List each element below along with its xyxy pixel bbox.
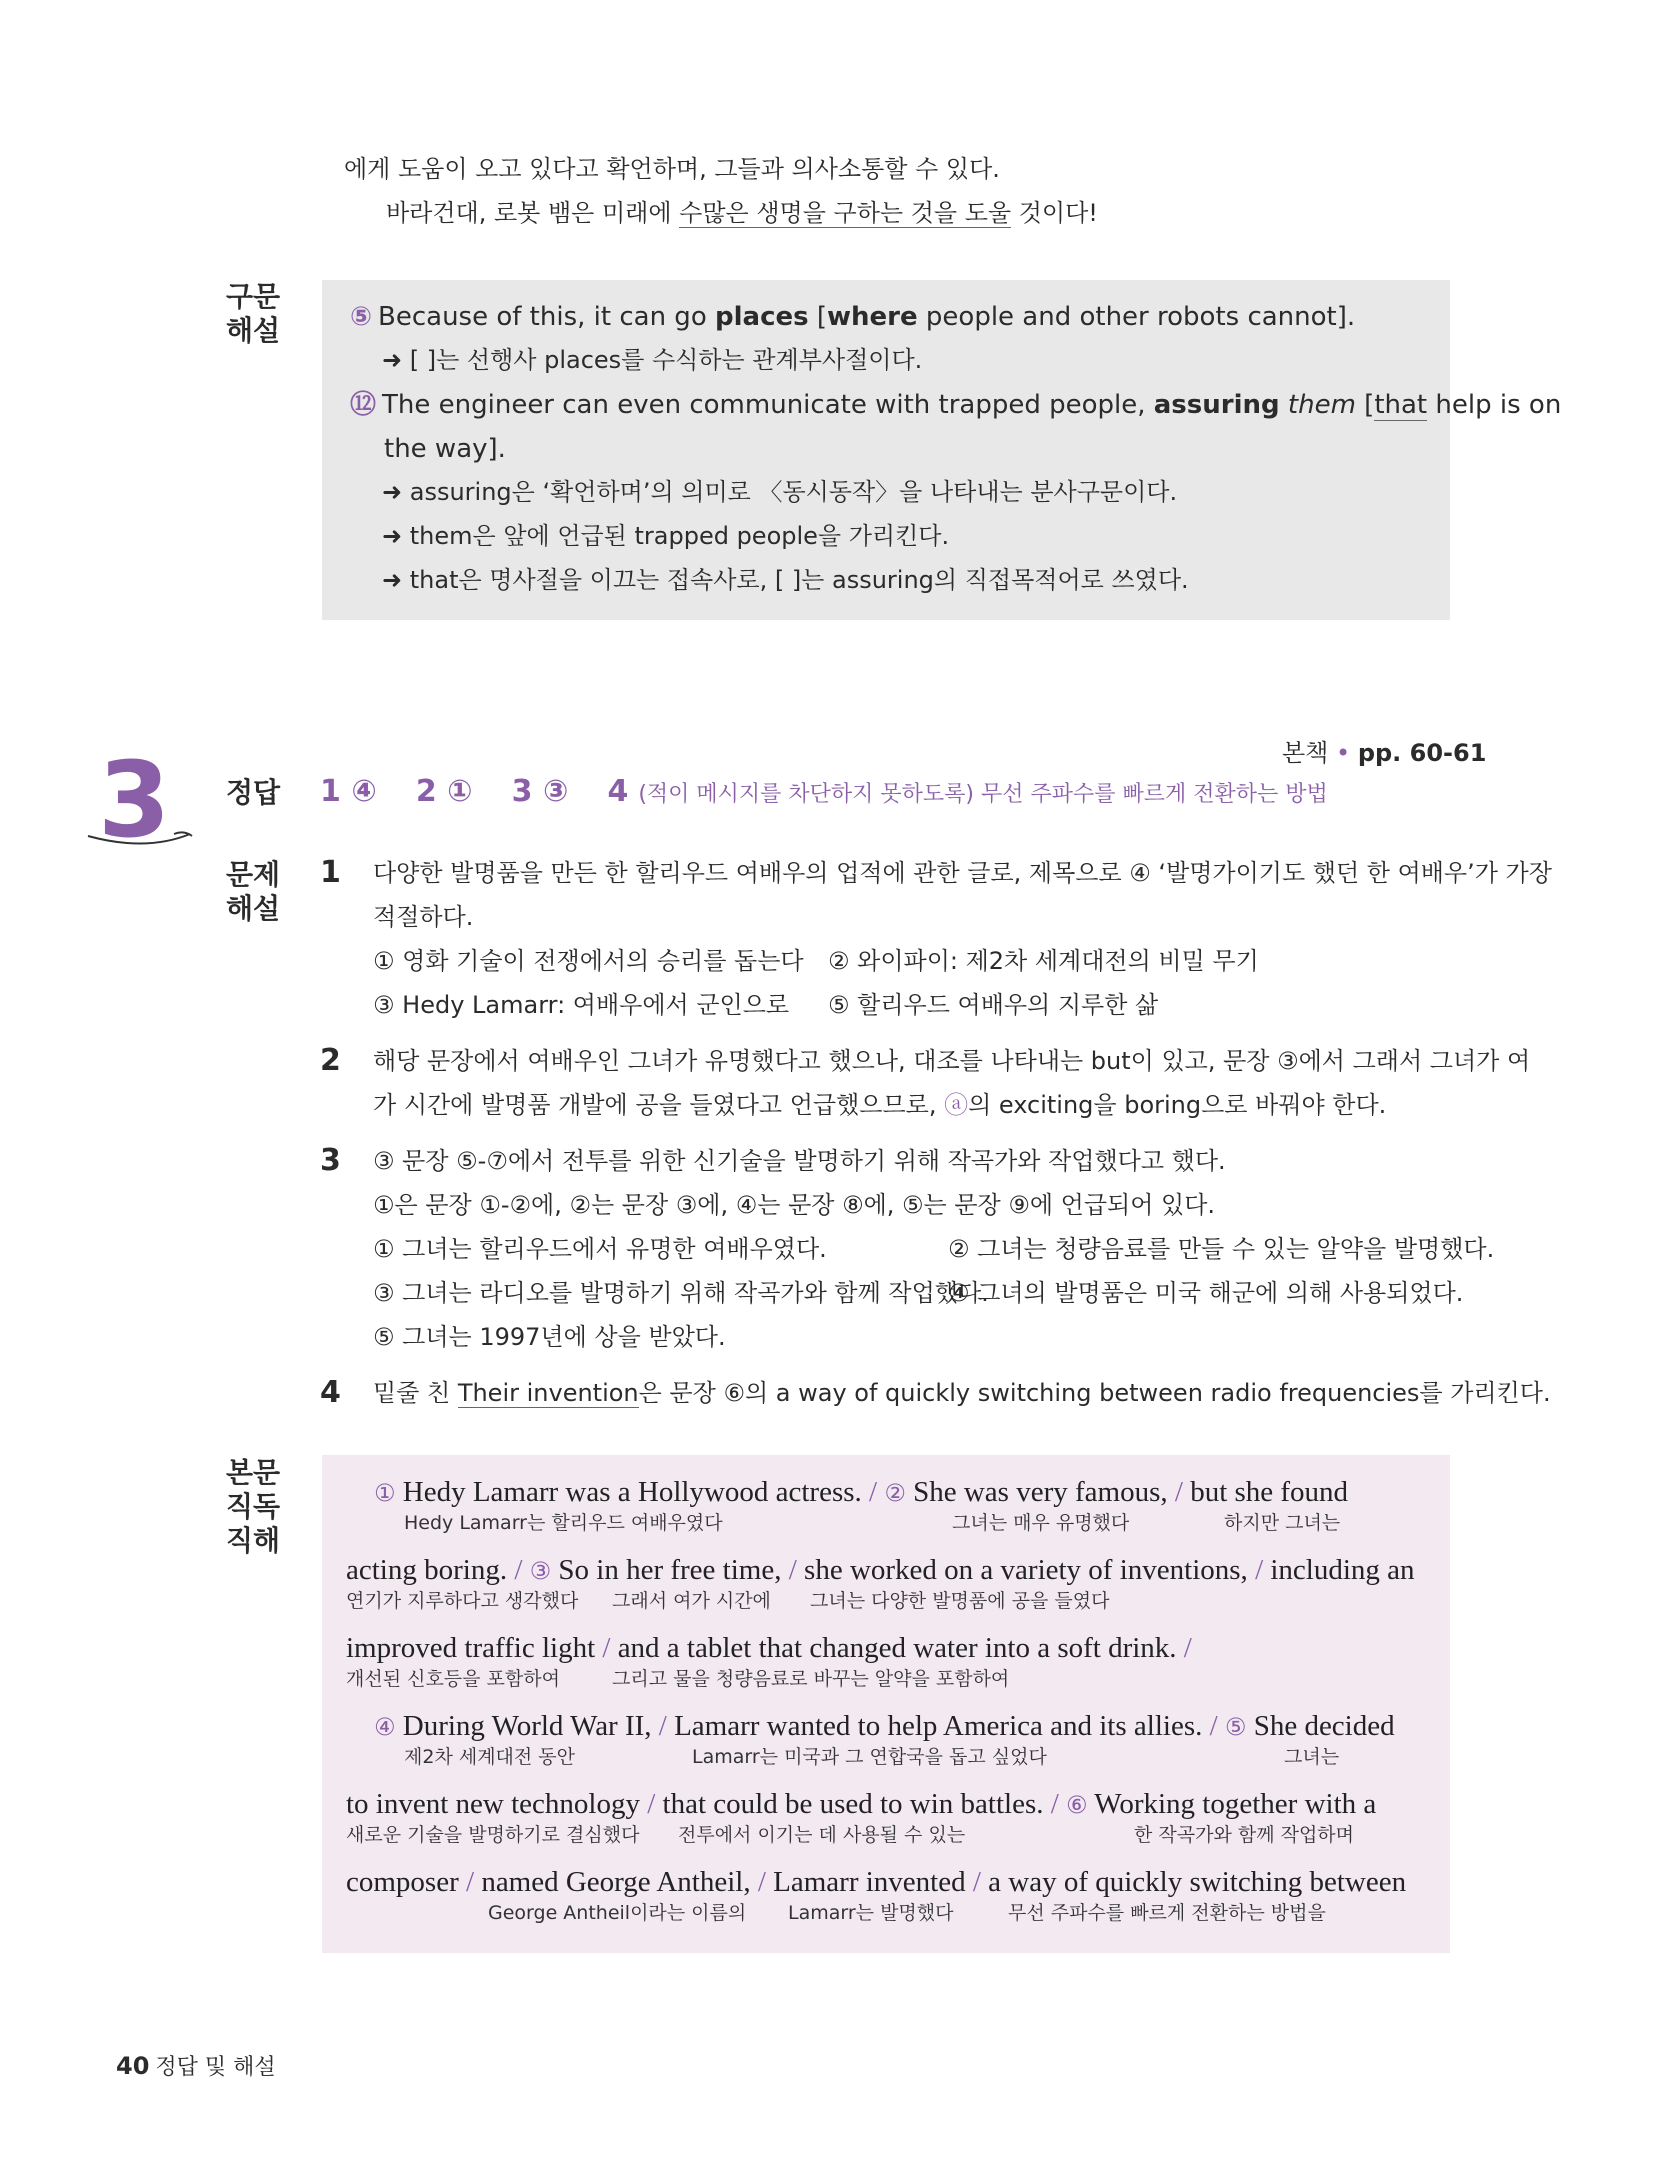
question-2-line-1: 해당 문장에서 여배우인 그녀가 유명했다고 했으나, 대조를 나타내는 but이 있고, 문장 ③에서 그래서 그녀가 여 <box>373 1047 1531 1075</box>
text: [ <box>808 302 828 332</box>
question-1-option-1: ① 영화 기술이 전쟁에서의 승리를 돕는다 <box>373 947 804 975</box>
chunk: Working together with a <box>1094 1788 1377 1820</box>
reading-row-5-korean-3: 한 작곡가와 함께 작업하며 <box>1134 1824 1355 1846</box>
chunk: including an <box>1270 1554 1415 1586</box>
chunk: acting boring. <box>346 1554 508 1586</box>
page-reference <box>1282 736 1486 770</box>
sentence-number: ④ <box>374 1713 396 1741</box>
grammar-sentence-5 <box>350 300 1355 334</box>
reading-row-6-korean-1: George Antheil이라는 이름의 <box>488 1902 747 1924</box>
chunk: She decided <box>1253 1710 1395 1742</box>
grammar-note-12c: ➜ that은 명사절을 이끄는 접속사로, [ ]는 assuring의 직접목적어로 쓰였다. <box>382 566 1189 594</box>
italic-text: them <box>1287 390 1356 420</box>
explain-label-2: 해설 <box>226 892 281 925</box>
question-3-option-3: ③ 그녀는 라디오를 발명하기 위해 작곡가와 함께 작업했다. <box>373 1279 989 1307</box>
reading-row-2-korean-1: 연기가 지루하다고 생각했다 <box>346 1590 579 1612</box>
separator: / <box>1183 1632 1192 1664</box>
chunk: named George Antheil, <box>481 1866 751 1898</box>
reading-row-2-korean-2: 그래서 여가 시간에 <box>612 1590 771 1612</box>
intro-line-2 <box>386 196 1098 230</box>
reading-row-4-korean-1: 제2차 세계대전 동안 <box>404 1746 575 1768</box>
reading-row-4-korean-3: 그녀는 <box>1284 1746 1340 1768</box>
reading-label-2: 직독 <box>226 1490 281 1523</box>
question-3-option-1: ① 그녀는 할리우드에서 유명한 여배우였다. <box>373 1235 827 1263</box>
answer-4-text: (적이 메시지를 차단하지 못하도록) 무선 주파수를 빠르게 전환하는 방법 <box>638 782 1328 807</box>
explain-label-1: 문제 <box>226 858 281 891</box>
separator: / <box>1050 1788 1059 1820</box>
reading-row-3-english <box>346 1631 1192 1665</box>
chunk: but she found <box>1190 1476 1349 1508</box>
question-3-option-5: ⑤ 그녀는 1997년에 상을 받았다. <box>373 1323 726 1351</box>
grammar-label-2: 해설 <box>226 314 281 347</box>
chunk: a way of quickly switching between <box>988 1866 1407 1898</box>
question-4-number: 4 <box>320 1375 341 1410</box>
answer-label: 정답 <box>226 776 281 809</box>
text: Because of this, it can go <box>378 302 715 332</box>
separator: / <box>658 1710 667 1742</box>
chunk: to invent new technology <box>346 1788 640 1820</box>
intro-line-2-pre: 바라건대, 로봇 뱀은 미래에 <box>386 199 680 227</box>
grammar-sentence-12-cont: the way]. <box>384 434 506 464</box>
question-3-line-2: ①은 문장 ①-②에, ②는 문장 ③에, ④는 문장 ⑧에, ⑤는 문장 ⑨에 언급되어 있다. <box>373 1191 1216 1219</box>
grammar-sentence-12 <box>350 388 1561 422</box>
question-3-number: 3 <box>320 1143 341 1178</box>
reading-row-2-english <box>346 1553 1415 1588</box>
text: The engineer can even communicate with trapped people, <box>382 390 1154 420</box>
reading-row-5-korean-2: 전투에서 이기는 데 사용될 수 있는 <box>678 1824 966 1846</box>
answer-2: 2 ① <box>415 774 473 809</box>
reading-row-6-korean-3: 무선 주파수를 빠르게 전환하는 방법을 <box>1008 1902 1326 1924</box>
question-3-option-2: ② 그녀는 청량음료를 만들 수 있는 알약을 발명했다. <box>948 1235 1495 1263</box>
separator: / <box>514 1554 523 1586</box>
circled-letter: ⓐ <box>944 1091 969 1119</box>
separator: / <box>1255 1554 1264 1586</box>
separator: / <box>869 1476 878 1508</box>
section-number: 3 <box>98 739 171 861</box>
sentence-number: ② <box>884 1479 906 1507</box>
reading-row-6-english <box>346 1865 1406 1899</box>
chunk: she worked on a variety of inventions, <box>804 1554 1248 1586</box>
reading-row-5-korean-1: 새로운 기술을 발명하기로 결심했다 <box>346 1824 640 1846</box>
chunk: Lamarr wanted to help America and its allies. <box>674 1710 1203 1742</box>
question-1-option-3: ③ Hedy Lamarr: 여배우에서 군인으로 <box>373 991 790 1019</box>
reading-row-6-korean-2: Lamarr는 발명했다 <box>788 1902 954 1924</box>
separator: / <box>647 1788 656 1820</box>
reading-label-1: 본문 <box>226 1456 281 1489</box>
text: help is on <box>1427 390 1562 420</box>
reading-row-2-korean-3: 그녀는 다양한 발명품에 공을 들였다 <box>810 1590 1110 1612</box>
chunk: and a tablet that changed water into a soft drink. <box>617 1632 1177 1664</box>
separator: / <box>602 1632 611 1664</box>
question-1-line-2: 적절하다. <box>373 903 474 931</box>
text: [ <box>1355 390 1375 420</box>
reading-row-1-korean-3: 하지만 그녀는 <box>1224 1512 1341 1534</box>
chunk: She was very famous, <box>913 1476 1168 1508</box>
reading-row-1-korean-2: 그녀는 매우 유명했다 <box>952 1512 1130 1534</box>
chunk: So in her free time, <box>558 1554 782 1586</box>
footer-title: 정답 및 해설 <box>155 2055 276 2080</box>
question-3-option-4: ④ 그녀의 발명품은 미국 해군에 의해 사용되었다. <box>948 1279 1464 1307</box>
page-ref-pages: pp. 60-61 <box>1357 739 1487 767</box>
grammar-note-12a: ➜ assuring은 ‘확언하며’의 의미로 〈동시동작〉을 나타내는 분사구문이다. <box>382 478 1178 506</box>
separator: / <box>466 1866 475 1898</box>
answer-4-number: 4 <box>607 774 629 809</box>
bold-text: places <box>715 302 809 332</box>
sentence-number: ③ <box>529 1557 552 1585</box>
intro-line-2-post: 것이다! <box>1011 199 1098 227</box>
sentence-number: ⑤ <box>1224 1713 1247 1741</box>
question-3-line-1: ③ 문장 ⑤-⑦에서 전투를 위한 신기술을 발명하기 위해 작곡가와 작업했다고 했다. <box>373 1147 1226 1175</box>
sentence-number: ⑤ <box>350 302 373 332</box>
chunk: improved traffic light <box>346 1632 596 1664</box>
page-number: 40 <box>116 2052 150 2080</box>
question-1-option-2: ② 와이파이: 제2차 세계대전의 비밀 무기 <box>828 947 1259 975</box>
bold-text: assuring <box>1153 390 1280 420</box>
text: 은 문장 ⑥의 a way of quickly switching between radio frequencies를 가리킨다. <box>638 1379 1551 1407</box>
reading-row-3-korean-1: 개선된 신호등을 포함하여 <box>346 1668 560 1690</box>
reading-row-5-english <box>346 1787 1376 1822</box>
chunk: Hedy Lamarr was a Hollywood actress. <box>402 1476 862 1508</box>
sentence-number: ① <box>374 1479 396 1507</box>
text: people and other robots cannot]. <box>917 302 1356 332</box>
question-1-number: 1 <box>320 855 341 890</box>
text: 가 시간에 발명품 개발에 공을 들였다고 언급했으므로, <box>373 1091 945 1119</box>
separator: / <box>788 1554 797 1586</box>
reading-row-4-korean-2: Lamarr는 미국과 그 연합국을 돕고 싶었다 <box>692 1746 1047 1768</box>
reading-row-4-english <box>374 1709 1395 1744</box>
reading-row-3-korean-2: 그리고 물을 청량음료로 바꾸는 알약을 포함하여 <box>612 1668 1010 1690</box>
text: 밑줄 친 <box>373 1379 458 1407</box>
chunk: Lamarr invented <box>773 1866 966 1898</box>
question-4-line-1 <box>373 1376 1551 1410</box>
separator: / <box>757 1866 766 1898</box>
page-ref-dot: • <box>1336 739 1351 767</box>
section-number-swoosh <box>86 826 196 852</box>
question-2-number: 2 <box>320 1043 341 1078</box>
grammar-box <box>322 280 1562 620</box>
chunk: composer <box>346 1866 459 1898</box>
question-1-line-1: 다양한 발명품을 만든 한 할리우드 여배우의 업적에 관한 글로, 제목으로 ④ ‘발명가이기도 했던 한 여배우’가 가장 <box>373 859 1552 887</box>
grammar-label-1: 구문 <box>226 280 281 313</box>
reading-box <box>322 1455 1450 1953</box>
separator: / <box>972 1866 981 1898</box>
underlined-text: Their invention <box>457 1379 639 1407</box>
reading-label-3: 직해 <box>226 1524 281 1557</box>
grammar-note-12b: ➜ them은 앞에 언급된 trapped people을 가리킨다. <box>382 522 950 550</box>
text: 의 exciting을 boring으로 바꿔야 한다. <box>968 1091 1387 1119</box>
page-ref-label: 본책 <box>1282 739 1329 767</box>
answer-1: 1 ④ <box>320 774 377 809</box>
sentence-number: ⑫ <box>350 390 377 420</box>
underlined-text: that <box>1374 390 1428 420</box>
reading-row-1-english <box>374 1475 1348 1510</box>
bold-text: where <box>827 302 918 332</box>
intro-line-1: 에게 도움이 오고 있다고 확언하며, 그들과 의사소통할 수 있다. <box>344 155 1000 183</box>
separator: / <box>1209 1710 1218 1742</box>
text <box>1280 390 1288 420</box>
answer-list <box>320 774 1328 809</box>
chunk: that could be used to win battles. <box>662 1788 1044 1820</box>
separator: / <box>1174 1476 1183 1508</box>
question-1-option-5: ⑤ 할리우드 여배우의 지루한 삶 <box>828 991 1159 1019</box>
chunk: During World War II, <box>402 1710 652 1742</box>
question-2-line-2 <box>373 1088 1386 1122</box>
reading-row-1-korean-1: Hedy Lamarr는 할리우드 여배우였다 <box>404 1512 723 1534</box>
answer-3: 3 ③ <box>511 774 569 809</box>
sentence-number: ⑥ <box>1066 1791 1088 1819</box>
page-footer <box>116 2050 276 2081</box>
intro-line-2-underlined: 수많은 생명을 구하는 것을 도울 <box>679 199 1012 227</box>
grammar-note-5: ➜ [ ]는 선행사 places를 수식하는 관계부사절이다. <box>382 346 923 374</box>
